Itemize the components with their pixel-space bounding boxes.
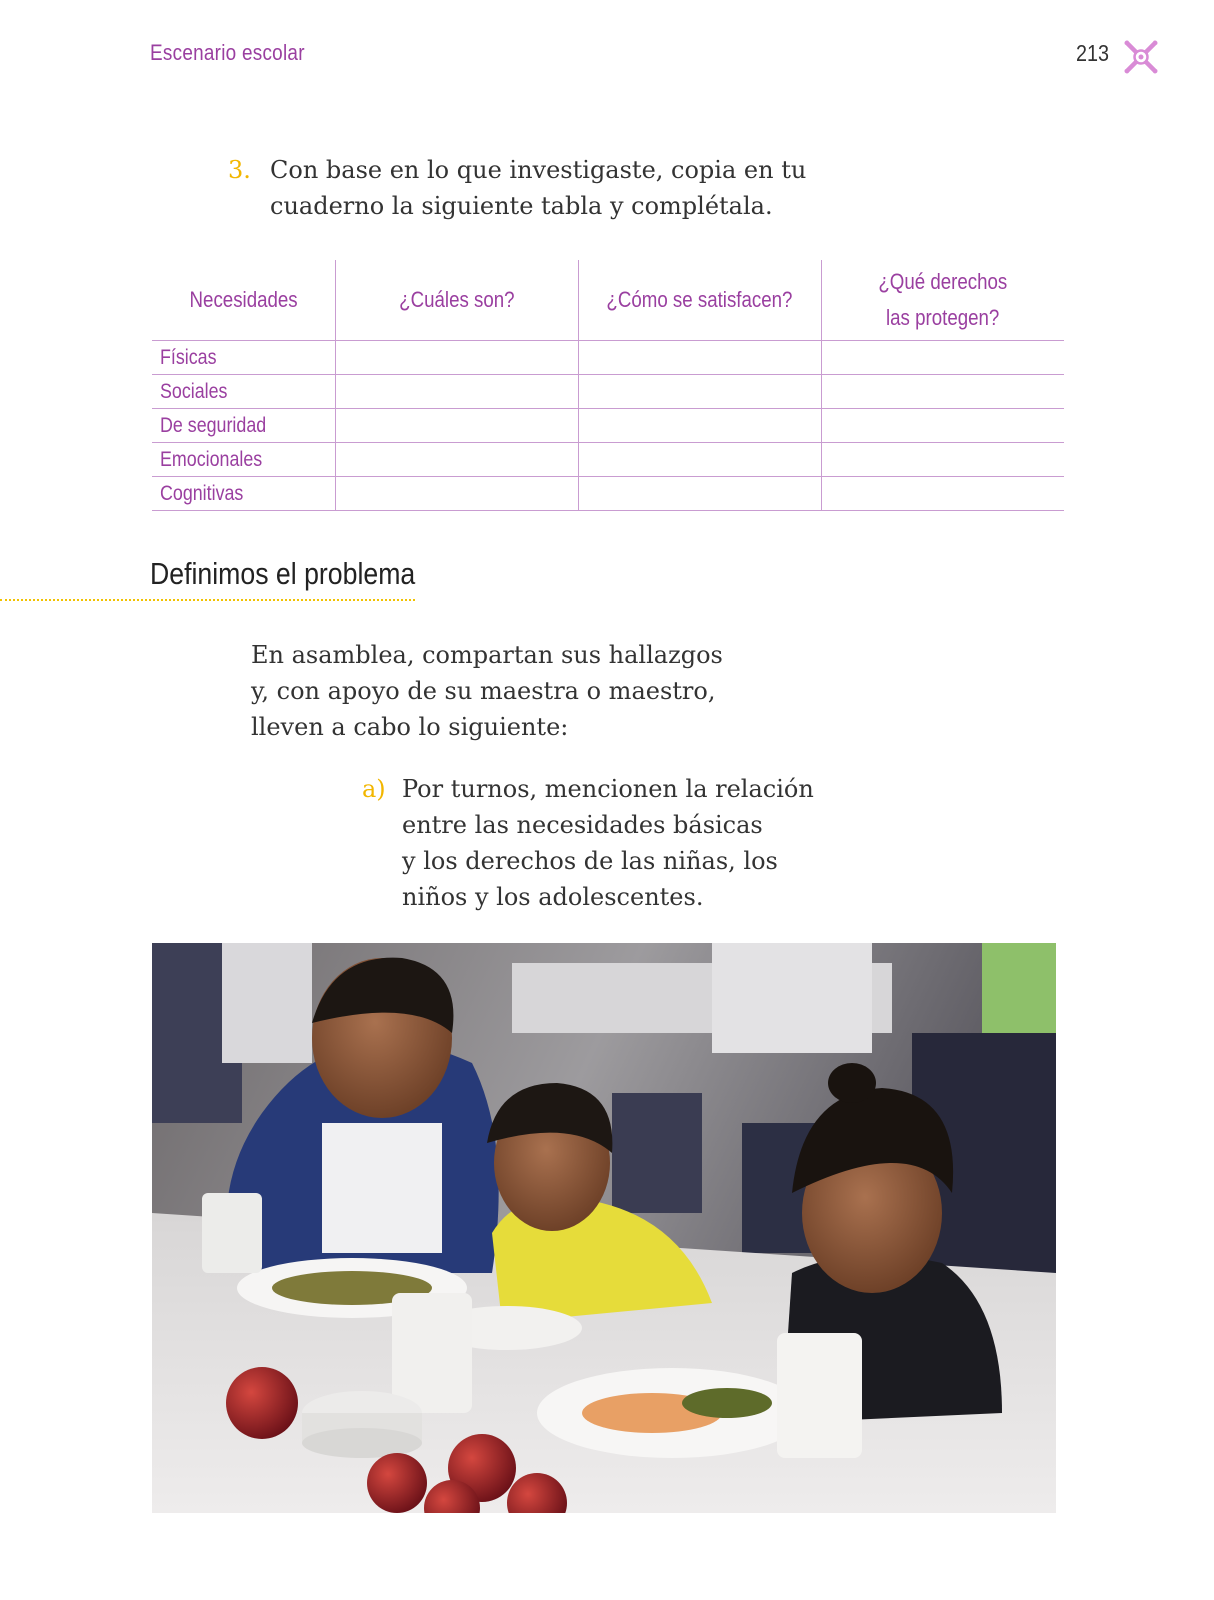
header-como-se-satisfacen: ¿Cómo se satisfacen? bbox=[578, 260, 821, 341]
empty-cell bbox=[578, 409, 821, 443]
activity-instruction bbox=[228, 152, 868, 224]
paragraph-line: y, con apoyo de su maestra o maestro, bbox=[251, 677, 716, 705]
row-label: De seguridad bbox=[152, 409, 335, 443]
subitem-line: entre las necesidades básicas bbox=[402, 811, 763, 839]
subitem-line: y los derechos de las niñas, los bbox=[402, 847, 778, 875]
empty-cell bbox=[335, 409, 578, 443]
row-label: Cognitivas bbox=[152, 477, 335, 511]
running-header: Escenario escolar bbox=[150, 40, 305, 65]
table-row bbox=[152, 443, 1064, 477]
empty-cell bbox=[578, 341, 821, 375]
table-row bbox=[152, 409, 1064, 443]
children-eating-photo bbox=[152, 943, 1056, 1513]
table-row bbox=[152, 341, 1064, 375]
header-que-derechos: ¿Qué derechos las protegen? bbox=[821, 260, 1064, 341]
page-number: 213 bbox=[1076, 40, 1110, 66]
empty-cell bbox=[335, 341, 578, 375]
empty-cell bbox=[578, 375, 821, 409]
row-label: Sociales bbox=[152, 375, 335, 409]
subitem-a bbox=[362, 771, 882, 915]
empty-cell bbox=[578, 477, 821, 511]
activity-number: 3. bbox=[228, 156, 251, 184]
section-heading: Definimos el problema bbox=[150, 556, 416, 591]
table-header-row bbox=[152, 260, 1064, 341]
empty-cell bbox=[821, 409, 1064, 443]
row-label: Físicas bbox=[152, 341, 335, 375]
table-row bbox=[152, 477, 1064, 511]
empty-cell bbox=[821, 341, 1064, 375]
emblem-icon bbox=[1122, 38, 1160, 76]
table-row bbox=[152, 375, 1064, 409]
activity-text: Con base en lo que investigaste, copia en tu cuaderno la siguiente tabla y complétala. bbox=[270, 156, 807, 220]
empty-cell bbox=[335, 477, 578, 511]
subitem-letter: a) bbox=[362, 775, 386, 803]
empty-cell bbox=[335, 375, 578, 409]
section-underline bbox=[0, 599, 415, 601]
subitem-line: Por turnos, mencionen la relación bbox=[402, 775, 814, 803]
assembly-paragraph bbox=[251, 637, 811, 745]
header-necesidades: Necesidades bbox=[152, 260, 335, 341]
row-label: Emocionales bbox=[152, 443, 335, 477]
empty-cell bbox=[821, 477, 1064, 511]
empty-cell bbox=[821, 375, 1064, 409]
header-cuales-son: ¿Cuáles son? bbox=[335, 260, 578, 341]
empty-cell bbox=[821, 443, 1064, 477]
needs-table bbox=[152, 260, 1064, 511]
subitem-line: niños y los adolescentes. bbox=[402, 883, 704, 911]
subitem-text bbox=[402, 771, 882, 915]
empty-cell bbox=[335, 443, 578, 477]
paragraph-line: En asamblea, compartan sus hallazgos bbox=[251, 641, 723, 669]
empty-cell bbox=[578, 443, 821, 477]
paragraph-line: lleven a cabo lo siguiente: bbox=[251, 713, 569, 741]
